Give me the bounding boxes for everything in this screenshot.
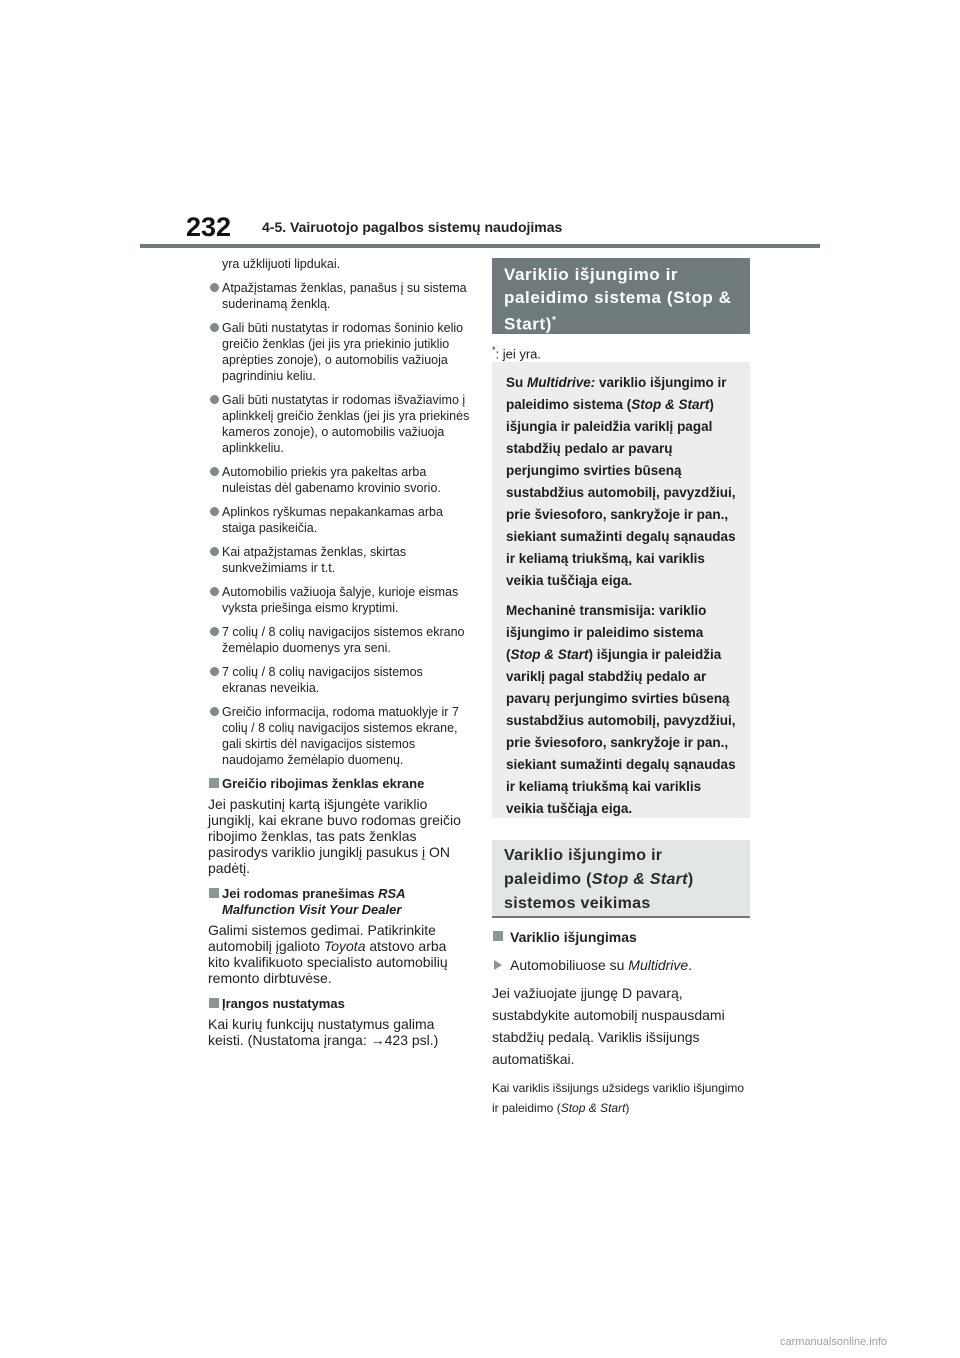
subsection-text: Jei paskutinį kartą išjungėte variklio jungiklį, kai ekrane buvo rodomas greičio ribojimo ženklas, tas pats ženklas pasirodys variklio jungiklį pasukus į ON padėtį. <box>208 796 461 876</box>
bullet-item: Atpažįstamas ženklas, panašus į su sistema suderinamą ženklą. <box>208 280 470 312</box>
summary-paragraph: Su Multidrive: variklio išjungimo ir paleidimo sistema (Stop & Start) išjungia ir paleidžia variklį pagal stabdžių pedalo ar pavarų perjungimo svirties būseną sustabdžius automobilį, pavyzdžiui, prie šviesoforo, sankryžoje ir pan., siekiant sumažinti degalų sąnaudas ir keliamą triukšmą, kai variklis veikia tuščiąja eiga. <box>506 375 736 588</box>
square-bullet-icon <box>209 888 219 898</box>
bullet-dot-icon <box>210 323 219 332</box>
triangle-arrow-icon <box>494 960 502 970</box>
bullet-item: 7 colių / 8 colių navigacijos sistemos ekranas neveikia. <box>208 664 470 696</box>
bullet-item: Automobilis važiuoja šalyje, kurioje eismas vyksta priešinga eismo kryptimi. <box>208 584 470 616</box>
square-bullet-icon <box>493 931 503 941</box>
condition-item: Automobiliuose su Multidrive. <box>492 954 750 976</box>
bullet-dot-icon <box>210 667 219 676</box>
bullet-item: Greičio informacija, rodoma matuoklyje ir 7 colių / 8 colių navigacijos sistemos ekrane, gali skirtis dėl navigacijos sistemos naudojamo žemėlapio duomenų. <box>208 704 470 768</box>
bullet-dot-icon <box>210 627 219 636</box>
subsection-heading: Greičio ribojimas ženklas ekrane <box>208 776 470 792</box>
bullet-dot-icon <box>210 507 219 516</box>
bullet-dot-icon <box>210 707 219 716</box>
bullet-dot-icon <box>210 467 219 476</box>
subsection-title-box: Variklio išjungimo ir paleidimo (Stop & Start) sistemos veikimas <box>492 840 750 918</box>
bullet-dot-icon <box>210 395 219 404</box>
left-column <box>208 256 470 1058</box>
bullet-item: Kai atpažįstamas ženklas, skirtas sunkvežimiams ir t.t. <box>208 544 470 576</box>
subsection-text: Kai kurių funkcijų nustatymus galima keisti. (Nustatoma įranga: →423 psl.) <box>208 1016 439 1048</box>
subsection-text: Galimi sistemos gedimai. Patikrinkite automobilį įgalioto Toyota atstovo arba kito kvalifikuoto specialisto automobilių remonto dirbtuvėse. <box>208 922 448 986</box>
bullet-dot-icon <box>210 547 219 556</box>
bullet-item: Aplinkos ryškumas nepakankamas arba staiga pasikeičia. <box>208 504 470 536</box>
subsection-heading: Jei rodomas pranešimas RSA Malfunction Visit Your Dealer <box>208 886 470 918</box>
bullet-dot-icon <box>210 587 219 596</box>
bullet-item: 7 colių / 8 colių navigacijos sistemos ekrano žemėlapio duomenys yra seni. <box>208 624 470 656</box>
subsection-heading: Įrangos nustatymas <box>208 996 470 1012</box>
bullet-item: Automobilio priekis yra pakeltas arba nuleistas dėl gabenamo krovinio svorio. <box>208 464 470 496</box>
section-title-box: Variklio išjungimo ir paleidimo sistema (Stop & Start)* <box>492 258 750 334</box>
bullet-dot-icon <box>210 283 219 292</box>
summary-paragraph: Mechaninė transmisija: variklio išjungimo ir paleidimo sistema (Stop & Start) išjungia ir paleidžia variklį pagal stabdžių pedalo ar pavarų perjungimo svirties būseną sustabdžius automobilį, pavyzdžiui, prie šviesoforo, sankryžoje ir pan., siekiant sumažinti degalų sąnaudas ir keliamą triukšmą kai variklis veikia tuščiąja eiga. <box>506 603 736 816</box>
footnote: *: jei yra. <box>492 345 542 362</box>
page-number: 232 <box>186 212 232 242</box>
continuation-text: yra užklijuoti lipdukai. <box>222 257 341 271</box>
body-note: Kai variklis išsijungs užsidegs variklio išjungimo ir paleidimo (Stop & Start) <box>492 1081 745 1115</box>
bullet-item: Gali būti nustatytas ir rodomas šoninio kelio greičio ženklas (jei jis yra priekinio jutiklio aprėpties zonoje), o automobilis važiuoja pagrindiniu keliu. <box>208 320 470 384</box>
square-bullet-icon <box>209 778 219 788</box>
body-paragraph: Jei važiuojate įjungę D pavarą, sustabdykite automobilį nuspausdami stabdžių pedalą. Variklis išsijungs automatiškai. <box>492 985 725 1067</box>
right-body <box>492 926 750 1118</box>
square-bullet-icon <box>209 998 219 1008</box>
watermark: carmanualsonline.info <box>780 1336 888 1348</box>
bullet-item: Gali būti nustatytas ir rodomas išvažiavimo į aplinkkelį greičio ženklas (jei jis yra priekinės kameros zonoje), o automobilis važiuoja aplinkkeliu. <box>208 392 470 456</box>
header-rule <box>140 244 820 248</box>
section-title: 4-5. Vairuotojo pagalbos sistemų naudojimas <box>262 219 563 235</box>
subsection-heading: Variklio išjungimas <box>492 926 750 948</box>
summary-box <box>492 362 750 818</box>
